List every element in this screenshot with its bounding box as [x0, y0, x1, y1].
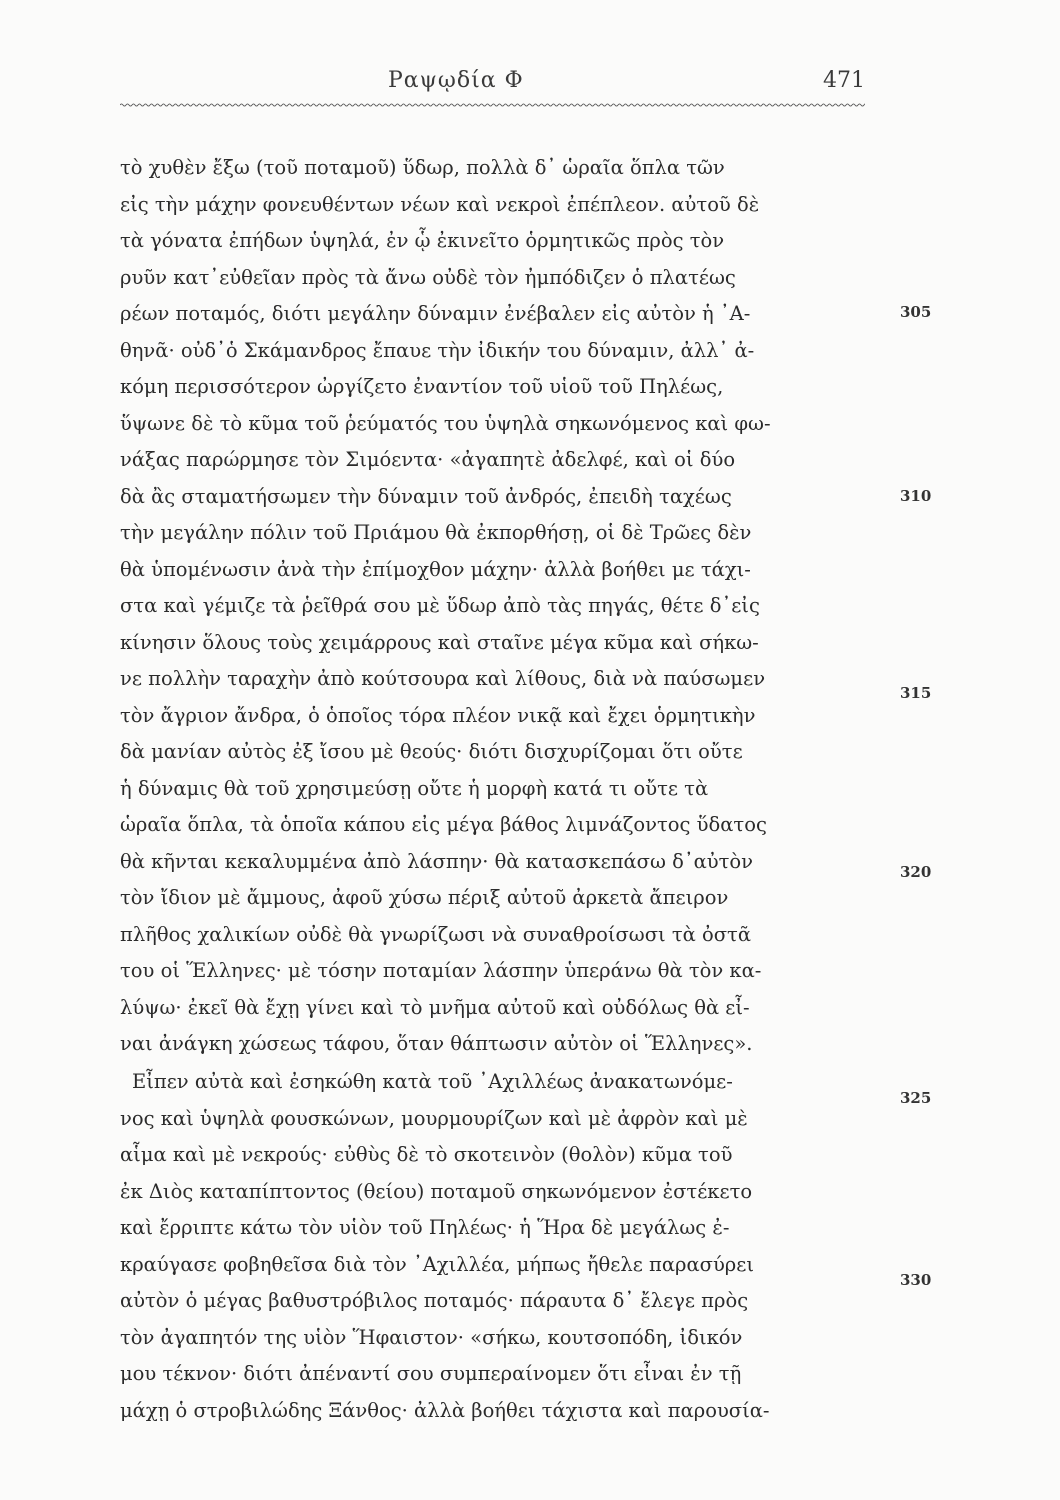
text-line: τὸν ἄγριον ἄνδρα, ὁ ὁποῖος τόρα πλέον νικᾷ καὶ ἔχει ὁρμητικὴν	[120, 703, 756, 727]
line-number: 310	[900, 487, 932, 505]
text-line: εἰς τὴν μάχην φονευθέντων νέων καὶ νεκροὶ ἐπέπλεον. αὐτοῦ δὲ	[120, 192, 760, 216]
text-line-paragraph-start: Εἶπεν αὐτὰ καὶ ἐσηκώθη κατὰ τοῦ ᾿Αχιλλέως ἀνακατωνόμε-	[132, 1070, 733, 1093]
text-line: ἐκ Διὸς καταπίπτοντος (θείου) ποταμοῦ σηκωνόμενον ἐστέκετο	[120, 1179, 753, 1203]
line-number: 315	[900, 684, 932, 702]
line-number: 325	[900, 1089, 932, 1107]
page-number: 471	[823, 68, 865, 93]
text-line: τὸ χυθὲν ἔξω (τοῦ ποταμοῦ) ὕδωρ, πολλὰ δ᾿ ὡραῖα ὅπλα τῶν	[120, 156, 725, 179]
text-line: ρέων ποταμός, διότι μεγάλην δύναμιν ἐνέβαλεν εἰς αὐτὸν ἡ ᾿Α-	[120, 302, 751, 325]
text-line: μάχῃ ὁ στροβιλώδης Ξάνθος· ἀλλὰ βοήθει τάχιστα καὶ παρουσία-	[120, 1398, 770, 1422]
text-line: θηνᾶ· οὐδ᾿ὁ Σκάμανδρος ἔπαυε τὴν ἰδικήν του δύναμιν, ἀλλ᾿ ἀ-	[120, 338, 755, 362]
text-line: πλῆθος χαλικίων οὐδὲ θὰ γνωρίζωσι νὰ συναθροίσωσι τὰ ὀστᾶ	[120, 922, 752, 946]
text-line: καὶ ἔρριπτε κάτω τὸν υἱὸν τοῦ Πηλέως· ἡ Ἥρα δὲ μεγάλως ἐ-	[120, 1216, 730, 1239]
text-line: κραύγασε φοβηθεῖσα διὰ τὸν ᾿Αχιλλέα, μήπως ἤθελε παρασύρει	[120, 1252, 755, 1276]
text-line: ναι ἀνάγκη χώσεως τάφου, ὅταν θάπτωσιν αὐτὸν οἱ Ἕλληνες».	[120, 1032, 753, 1055]
line-number: 330	[900, 1271, 932, 1289]
text-line: λύψω· ἐκεῖ θὰ ἔχῃ γίνει καὶ τὸ μνῆμα αὐτοῦ καὶ οὐδόλως θὰ εἶ-	[120, 995, 750, 1019]
text-line: αἷμα καὶ μὲ νεκρούς· εὐθὺς δὲ τὸ σκοτεινὸν (θολὸν) κῦμα τοῦ	[120, 1143, 733, 1166]
text-line: ὕψωνε δὲ τὸ κῦμα τοῦ ῥεύματός του ὑψηλὰ σηκωνόμενος καὶ φω-	[120, 411, 771, 435]
text-line: τὸν ἴδιον μὲ ἄμμους, ἀφοῦ χύσω πέριξ αὐτοῦ ἀρκετὰ ἄπειρον	[120, 886, 729, 909]
text-line: νε πολλὴν ταραχὴν ἀπὸ κούτσουρα καὶ λίθους, διὰ νὰ παύσωμεν	[120, 667, 766, 690]
running-title: Ραψῳδία Φ	[388, 68, 524, 93]
text-line: θὰ ὑπομένωσιν ἀνὰ τὴν ἐπίμοχθον μάχην· ἀλλὰ βοήθει με τάχι-	[120, 557, 751, 581]
text-line: δὰ μανίαν αὐτὸς ἐξ ἴσου μὲ θεούς· διότι δισχυρίζομαι ὅτι οὔτε	[120, 740, 743, 763]
text-line: αὐτὸν ὁ μέγας βαθυστρόβιλος ποταμός· πάραυτα δ᾿ ἔλεγε πρὸς	[120, 1289, 749, 1312]
text-line: δὰ ἂς σταματήσωμεν τὴν δύναμιν τοῦ ἀνδρός, ἐπειδὴ ταχέως	[120, 484, 732, 508]
text-line: θὰ κῆνται κεκαλυμμένα ἀπὸ λάσπην· θὰ κατασκεπάσω δ᾿αὐτὸν	[120, 849, 753, 873]
wavy-rule-divider	[120, 100, 865, 110]
line-number: 320	[900, 863, 932, 881]
text-line: τὸν ἀγαπητόν της υἱὸν Ἥφαιστον· «σήκω, κουτσοπόδη, ἰδικόν	[120, 1325, 743, 1349]
text-line: του οἱ Ἕλληνες· μὲ τόσην ποταμίαν λάσπην ὑπεράνω θὰ τὸν κα-	[120, 959, 762, 982]
text-line: στα καὶ γέμιζε τὰ ῥεῖθρά σου μὲ ὕδωρ ἀπὸ τὰς πηγάς, θέτε δ᾿εἰς	[120, 594, 760, 617]
text-line: νάξας παρώρμησε τὸν Σιμόεντα· «ἀγαπητὲ ἀδελφέ, καὶ οἱ δύο	[120, 448, 736, 471]
text-line: μου τέκνον· διότι ἀπέναντί σου συμπεραίνομεν ὅτι εἶναι ἐν τῇ	[120, 1362, 742, 1385]
text-line: κόμη περισσότερον ὠργίζετο ἐναντίον τοῦ υἱοῦ τοῦ Πηλέως,	[120, 375, 724, 398]
text-line: τὴν μεγάλην πόλιν τοῦ Πριάμου θὰ ἐκπορθήσῃ, οἱ δὲ Τρῶες δὲν	[120, 521, 752, 544]
text-line: ὡραῖα ὅπλα, τὰ ὁποῖα κάπου εἰς μέγα βάθος λιμνάζοντος ὕδατος	[120, 813, 767, 836]
text-line: κίνησιν ὅλους τοὺς χειμάρρους καὶ σταῖνε μέγα κῦμα καὶ σήκω-	[120, 630, 759, 654]
text-line: νος καὶ ὑψηλὰ φουσκώνων, μουρμουρίζων καὶ μὲ ἀφρὸν καὶ μὲ	[120, 1106, 748, 1130]
text-line: ρυῦν κατ᾿εὐθεῖαν πρὸς τὰ ἄνω οὐδὲ τὸν ἠμπόδιζεν ὁ πλατέως	[120, 265, 736, 289]
text-line: τὰ γόνατα ἐπήδων ὑψηλά, ἐν ᾧ ἐκινεῖτο ὁρμητικῶς πρὸς τὸν	[120, 229, 725, 252]
text-line: ἡ δύναμις θὰ τοῦ χρησιμεύσῃ οὔτε ἡ μορφὴ κατά τι οὔτε τὰ	[120, 776, 709, 800]
line-number: 305	[900, 303, 932, 321]
